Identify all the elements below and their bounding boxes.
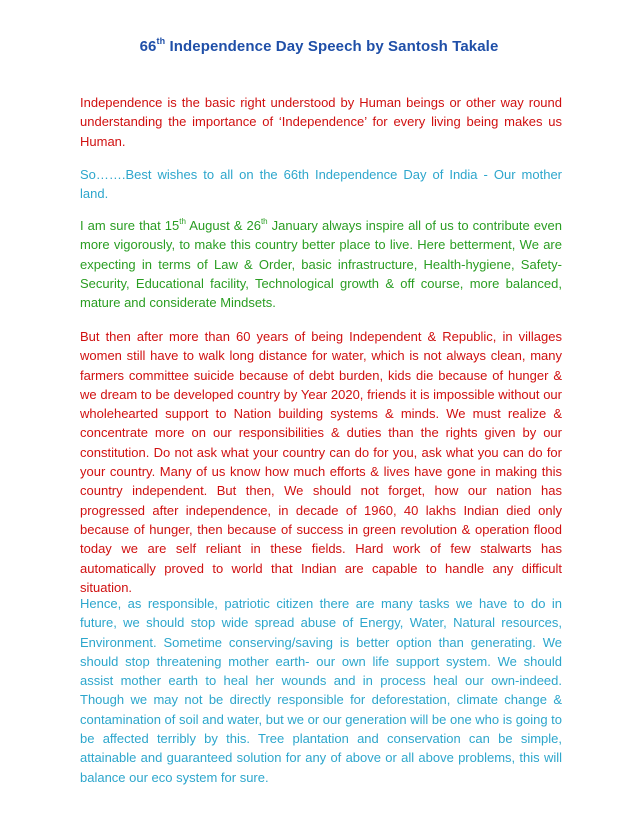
- p3-text-c: January always inspire all of us to contribute even more vigorously, to make this country better place to live. Here betterment, We are expecting in terms of Law & Order, basic infrastructure, Health-hygiene, Safety-Security, Educational facility, Technological growth & off course, more balanced, mature and considerate Mindsets.: [80, 218, 562, 311]
- p3-text-a: I am sure that 15: [80, 218, 180, 233]
- page-title: [0, 38, 638, 55]
- p3-text-b: August & 26: [185, 218, 261, 233]
- paragraph-challenges: But then after more than 60 years of being Independent & Republic, in villages women still have to walk long distance for water, which is not always clean, many farmers committee suicide because of debt burden, kids die because of hunger & we dream to be developed country by Year 2020, friends it is impossible without our wholehearted support to Nation building systems & minds. We must realize & concentrate more on our responsibilities & duties than the rights given by our constitution. Do not ask what your country can do for you, ask what you can do for your country. Many of us know how much efforts & lives have gone in making this country independent. But then, We should not forget, how our nation has progressed after independence, in decade of 1960, 40 lakhs Indian died only because of hunger, then because of success in green revolution & operation flood today we are self reliant in these fields. Hard work of few stalwarts has automatically proved to world that Indian are capable to handle any difficult situation.: [80, 329, 562, 595]
- p3-ordinal-b: th: [260, 217, 268, 226]
- paragraph-responsibilities: Hence, as responsible, patriotic citizen there are many tasks we have to do in future, we should stop wide spread abuse of Energy, Water, Natural resources, Environment. Sometime conserving/saving is better option than generating. We should stop threatening mother earth- our own life support system. We should assist mother earth to heal her wounds and in process heal our own-indeed. Though we may not be directly responsible for deforestation, climate change & contamination of soil and water, but we or our generation will be one who is going to be affected terribly by this. Tree plantation and conservation can be simple, attainable and guaranteed solution for any of above or all above problems, this will balance our eco system for sure.: [80, 596, 563, 785]
- title-ordinal: th: [156, 36, 166, 46]
- p3-ordinal-a: th: [179, 217, 186, 226]
- paragraph-best-wishes: So…….Best wishes to all on the 66th Independence Day of India - Our mother land.: [80, 167, 562, 202]
- title-number: 66: [139, 38, 157, 55]
- paragraph-independence-definition: Independence is the basic right understood by Human beings or other way round understanding the importance of ‘Independence’ for every living being makes us Human.: [80, 95, 562, 149]
- paragraph-inspiration: [80, 216, 562, 312]
- title-text: Independence Day Speech by Santosh Takale: [165, 38, 499, 55]
